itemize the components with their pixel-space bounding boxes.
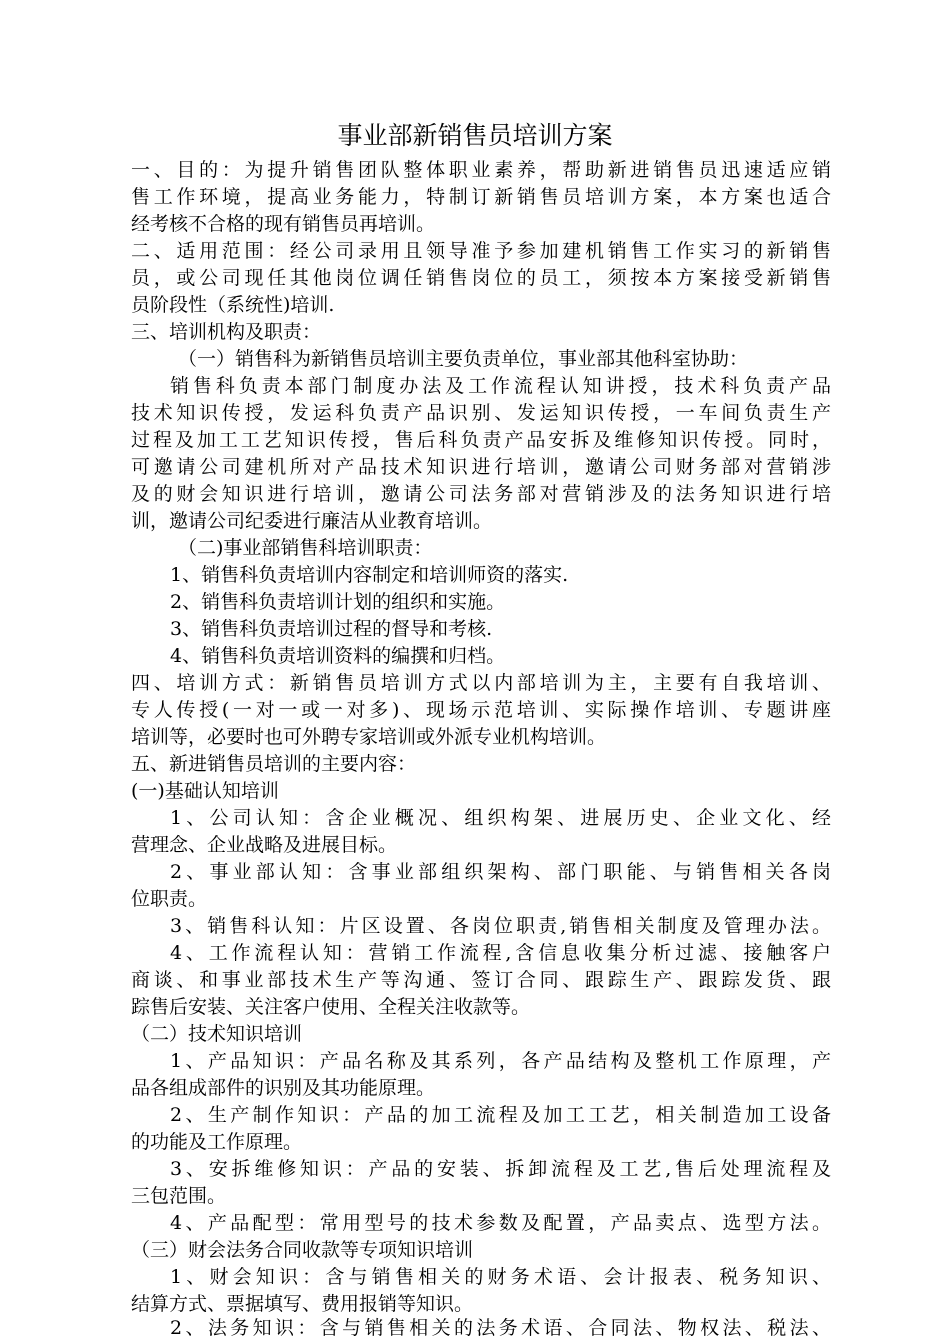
text-line: 营理念、企业战略及进展目标。 xyxy=(131,834,398,856)
text-line: 一、目的：为提升销售团队整体职业素养，帮助新进销售员迅速适应销 xyxy=(131,159,831,181)
text-line: 经考核不合格的现有销售员再培训。 xyxy=(131,213,436,235)
text-line: 位职责。 xyxy=(131,888,208,910)
list-item: 1、财会知识：含与销售相关的财务术语、会计报表、税务知识、 xyxy=(170,1266,831,1288)
text-line: 踪售后安装、关注客户使用、全程关注收款等。 xyxy=(131,996,531,1018)
section-heading: 四、培训方式：新销售员培训方式以内部培训为主，主要有自我培训、 xyxy=(131,672,831,694)
text-line: 训，邀请公司纪委进行廉洁从业教育培训。 xyxy=(131,510,493,532)
list-item: 1、公司认知：含企业概况、组织构架、进展历史、企业文化、经 xyxy=(170,807,831,829)
list-item: 4、产品配型：常用型号的技术参数及配置，产品卖点、选型方法。 xyxy=(170,1212,831,1234)
text-line: 的功能及工作原理。 xyxy=(131,1131,303,1153)
page-title: 事业部新销售员培训方案 xyxy=(337,121,613,150)
text-line: 可邀请公司建机所对产品技术知识进行培训，邀请公司财务部对营销涉 xyxy=(131,456,831,478)
list-item: 2、事业部认知：含事业部组织架构、部门职能、与销售相关各岗 xyxy=(170,861,831,883)
text-line: 销售科负责本部门制度办法及工作流程认知讲授，技术科负责产品 xyxy=(170,375,831,397)
subsection-heading: （二）技术知识培训 xyxy=(131,1023,303,1045)
text-line: 三包范围。 xyxy=(131,1185,227,1207)
text-line: 过程及加工工艺知识传授，售后科负责产品安拆及维修知识传授。同时， xyxy=(131,429,831,451)
text-line: 员阶段性（系统性)培训. xyxy=(131,294,335,316)
text-line: 培训等，必要时也可外聘专家培训或外派专业机构培训。 xyxy=(131,726,607,748)
list-item: 3、销售科负责培训过程的督导和考核. xyxy=(170,618,493,640)
text-line: 技术知识传授，发运科负责产品识别、发运知识传授，一车间负责生产 xyxy=(131,402,831,424)
text-line: 品各组成部件的识别及其功能原理。 xyxy=(131,1077,436,1099)
subsection-heading: （一）销售科为新销售员培训主要负责单位，事业部其他科室协助： xyxy=(178,348,749,370)
list-item: 1、产品知识：产品名称及其系列，各产品结构及整机工作原理，产 xyxy=(170,1050,831,1072)
list-item: 4、工作流程认知：营销工作流程,含信息收集分析过滤、接触客户 xyxy=(170,942,831,964)
list-item: 2、生产制作知识：产品的加工流程及加工工艺，相关制造加工设备 xyxy=(170,1104,831,1126)
text-line: 及的财会知识进行培训，邀请公司法务部对营销涉及的法务知识进行培 xyxy=(131,483,831,505)
list-item: 1、销售科负责培训内容制定和培训师资的落实. xyxy=(170,564,569,586)
subsection-heading: (一)基础认知培训 xyxy=(131,780,279,802)
section-heading: 三、培训机构及职责： xyxy=(131,321,322,343)
list-item: 3、销售科认知：片区设置、各岗位职责,销售相关制度及管理办法。 xyxy=(170,915,831,937)
list-item: 4、销售科负责培训资料的编撰和归档。 xyxy=(170,645,506,667)
text-line: 售工作环境，提高业务能力，特制订新销售员培训方案，本方案也适合 xyxy=(131,186,831,208)
text-line: 商谈、和事业部技术生产等沟通、签订合同、跟踪生产、跟踪发货、跟 xyxy=(131,969,831,991)
list-item: 2、销售科负责培训计划的组织和实施。 xyxy=(170,591,506,613)
subsection-heading: （三）财会法务合同收款等专项知识培训 xyxy=(131,1239,474,1261)
text-line: 员，或公司现任其他岗位调任销售岗位的员工，须按本方案接受新销售 xyxy=(131,267,831,289)
text-line: 二、适用范围：经公司录用且领导准予参加建机销售工作实习的新销售 xyxy=(131,240,831,262)
list-item: 3、安拆维修知识：产品的安装、拆卸流程及工艺,售后处理流程及 xyxy=(170,1158,831,1180)
text-line: 专人传授(一对一或一对多)、现场示范培训、实际操作培训、专题讲座 xyxy=(131,699,831,721)
subsection-heading: （二)事业部销售科培训职责： xyxy=(178,537,433,559)
list-item: 2、法务知识：含与销售相关的法务术语、合同法、物权法、税法、 xyxy=(170,1317,831,1339)
text-line: 结算方式、票据填写、费用报销等知识。 xyxy=(131,1293,474,1315)
section-heading: 五、新进销售员培训的主要内容： xyxy=(131,753,417,775)
